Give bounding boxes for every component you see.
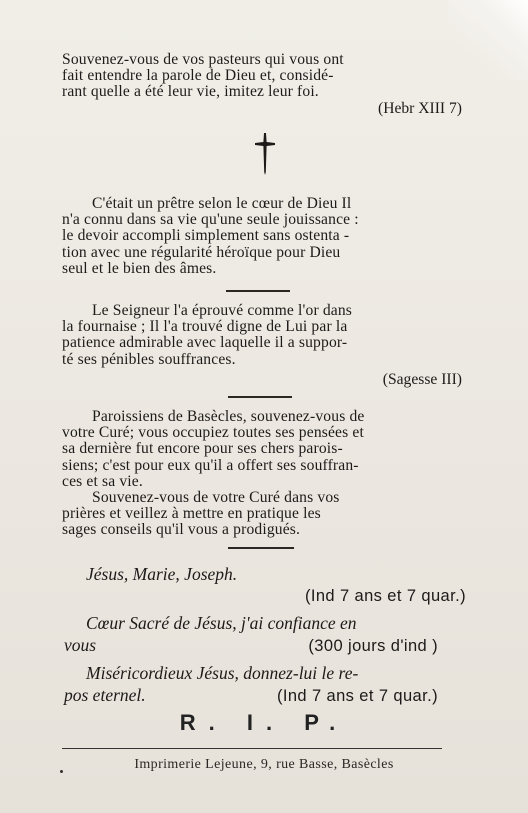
paragraph-line: Souvenez-vous de votre Curé dans vos bbox=[92, 489, 340, 507]
paragraph-line: sages conseils qu'il vous a prodigués. bbox=[62, 521, 301, 539]
prayer-text: pos eternel. bbox=[64, 685, 146, 705]
indulgence-text: (Ind 7 ans et 7 quar.) bbox=[276, 687, 438, 705]
verse-line: Souvenez-vous de vos pasteurs qui vous ont bbox=[62, 51, 344, 68]
paragraph-seigneur bbox=[62, 303, 462, 368]
prayer-text: Cœur Sacré de Jésus, j'ai confiance en bbox=[86, 613, 357, 633]
paragraph-line: C'était un prêtre selon le cœur de Dieu Il bbox=[92, 195, 352, 212]
prayer-sacre-coeur bbox=[64, 612, 464, 657]
verse-line: fait entendre la parole de Dieu et, considé- bbox=[62, 67, 334, 85]
verse-line: rant quelle a été leur vie, imitez leur foi. bbox=[62, 83, 319, 101]
paragraph-priest bbox=[62, 196, 464, 277]
paragraph-line: votre Curé; vous occupiez toutes ses pensées et bbox=[62, 424, 364, 442]
prayer-text: Miséricordieux Jésus, donnez-lui le re- bbox=[86, 663, 359, 683]
verse-reference: (Hebr XIII 7) bbox=[378, 100, 462, 117]
sagesse-reference: (Sagesse III) bbox=[382, 371, 462, 388]
indulgence-text: (Ind 7 ans et 7 quar.) bbox=[304, 587, 466, 605]
paragraph-line: patience admirable avec laquelle il a suppor- bbox=[62, 334, 348, 352]
paragraph-line: Le Seigneur l'a éprouvé comme l'or dans bbox=[92, 302, 353, 319]
prayer-text: Jésus, Marie, Joseph. bbox=[86, 564, 238, 584]
paragraph-line: n'a connu dans sa vie qu'une seule jouissance : bbox=[62, 211, 359, 229]
printer-credit: Imprimerie Lejeune, 9, rue Basse, Basècles bbox=[134, 757, 394, 772]
paragraph-line: le devoir accompli simplement sans ostenta - bbox=[62, 227, 350, 245]
paragraph-line: seul et le bien des âmes. bbox=[62, 259, 217, 277]
prayer-jesus-marie-joseph bbox=[86, 563, 466, 607]
paragraph-line: la fournaise ; Il l'a trouvé digne de Lui par la bbox=[62, 318, 348, 336]
indulgence-text: (300 jours d'ind ) bbox=[308, 637, 438, 655]
paragraph-line: té ses pénibles souffrances. bbox=[62, 350, 236, 368]
paragraph-paroissiens bbox=[62, 409, 462, 539]
verse-hebrews bbox=[62, 52, 464, 101]
divider bbox=[226, 290, 290, 292]
paragraph-line: siens; c'est pour eux qu'il a offert ses souffran- bbox=[62, 456, 359, 474]
bottom-divider bbox=[62, 748, 442, 749]
paragraph-line: tion avec une régularité héroïque pour Dieu bbox=[62, 243, 341, 261]
paragraph-line: prières et veillez à mettre en pratique les bbox=[62, 505, 321, 523]
prayer-text: vous bbox=[64, 635, 97, 655]
divider bbox=[228, 547, 294, 549]
paragraph-line: Paroissiens de Basècles, souvenez-vous de bbox=[92, 408, 365, 425]
divider bbox=[228, 396, 292, 398]
rip-title: R. I. P. bbox=[179, 710, 349, 735]
paragraph-line: sa dernière fut encore pour ses chers parois- bbox=[62, 440, 343, 458]
prayer-misericordieux bbox=[64, 662, 464, 707]
paragraph-line: ces et sa vie. bbox=[62, 472, 143, 490]
latin-cross-icon bbox=[253, 132, 277, 176]
